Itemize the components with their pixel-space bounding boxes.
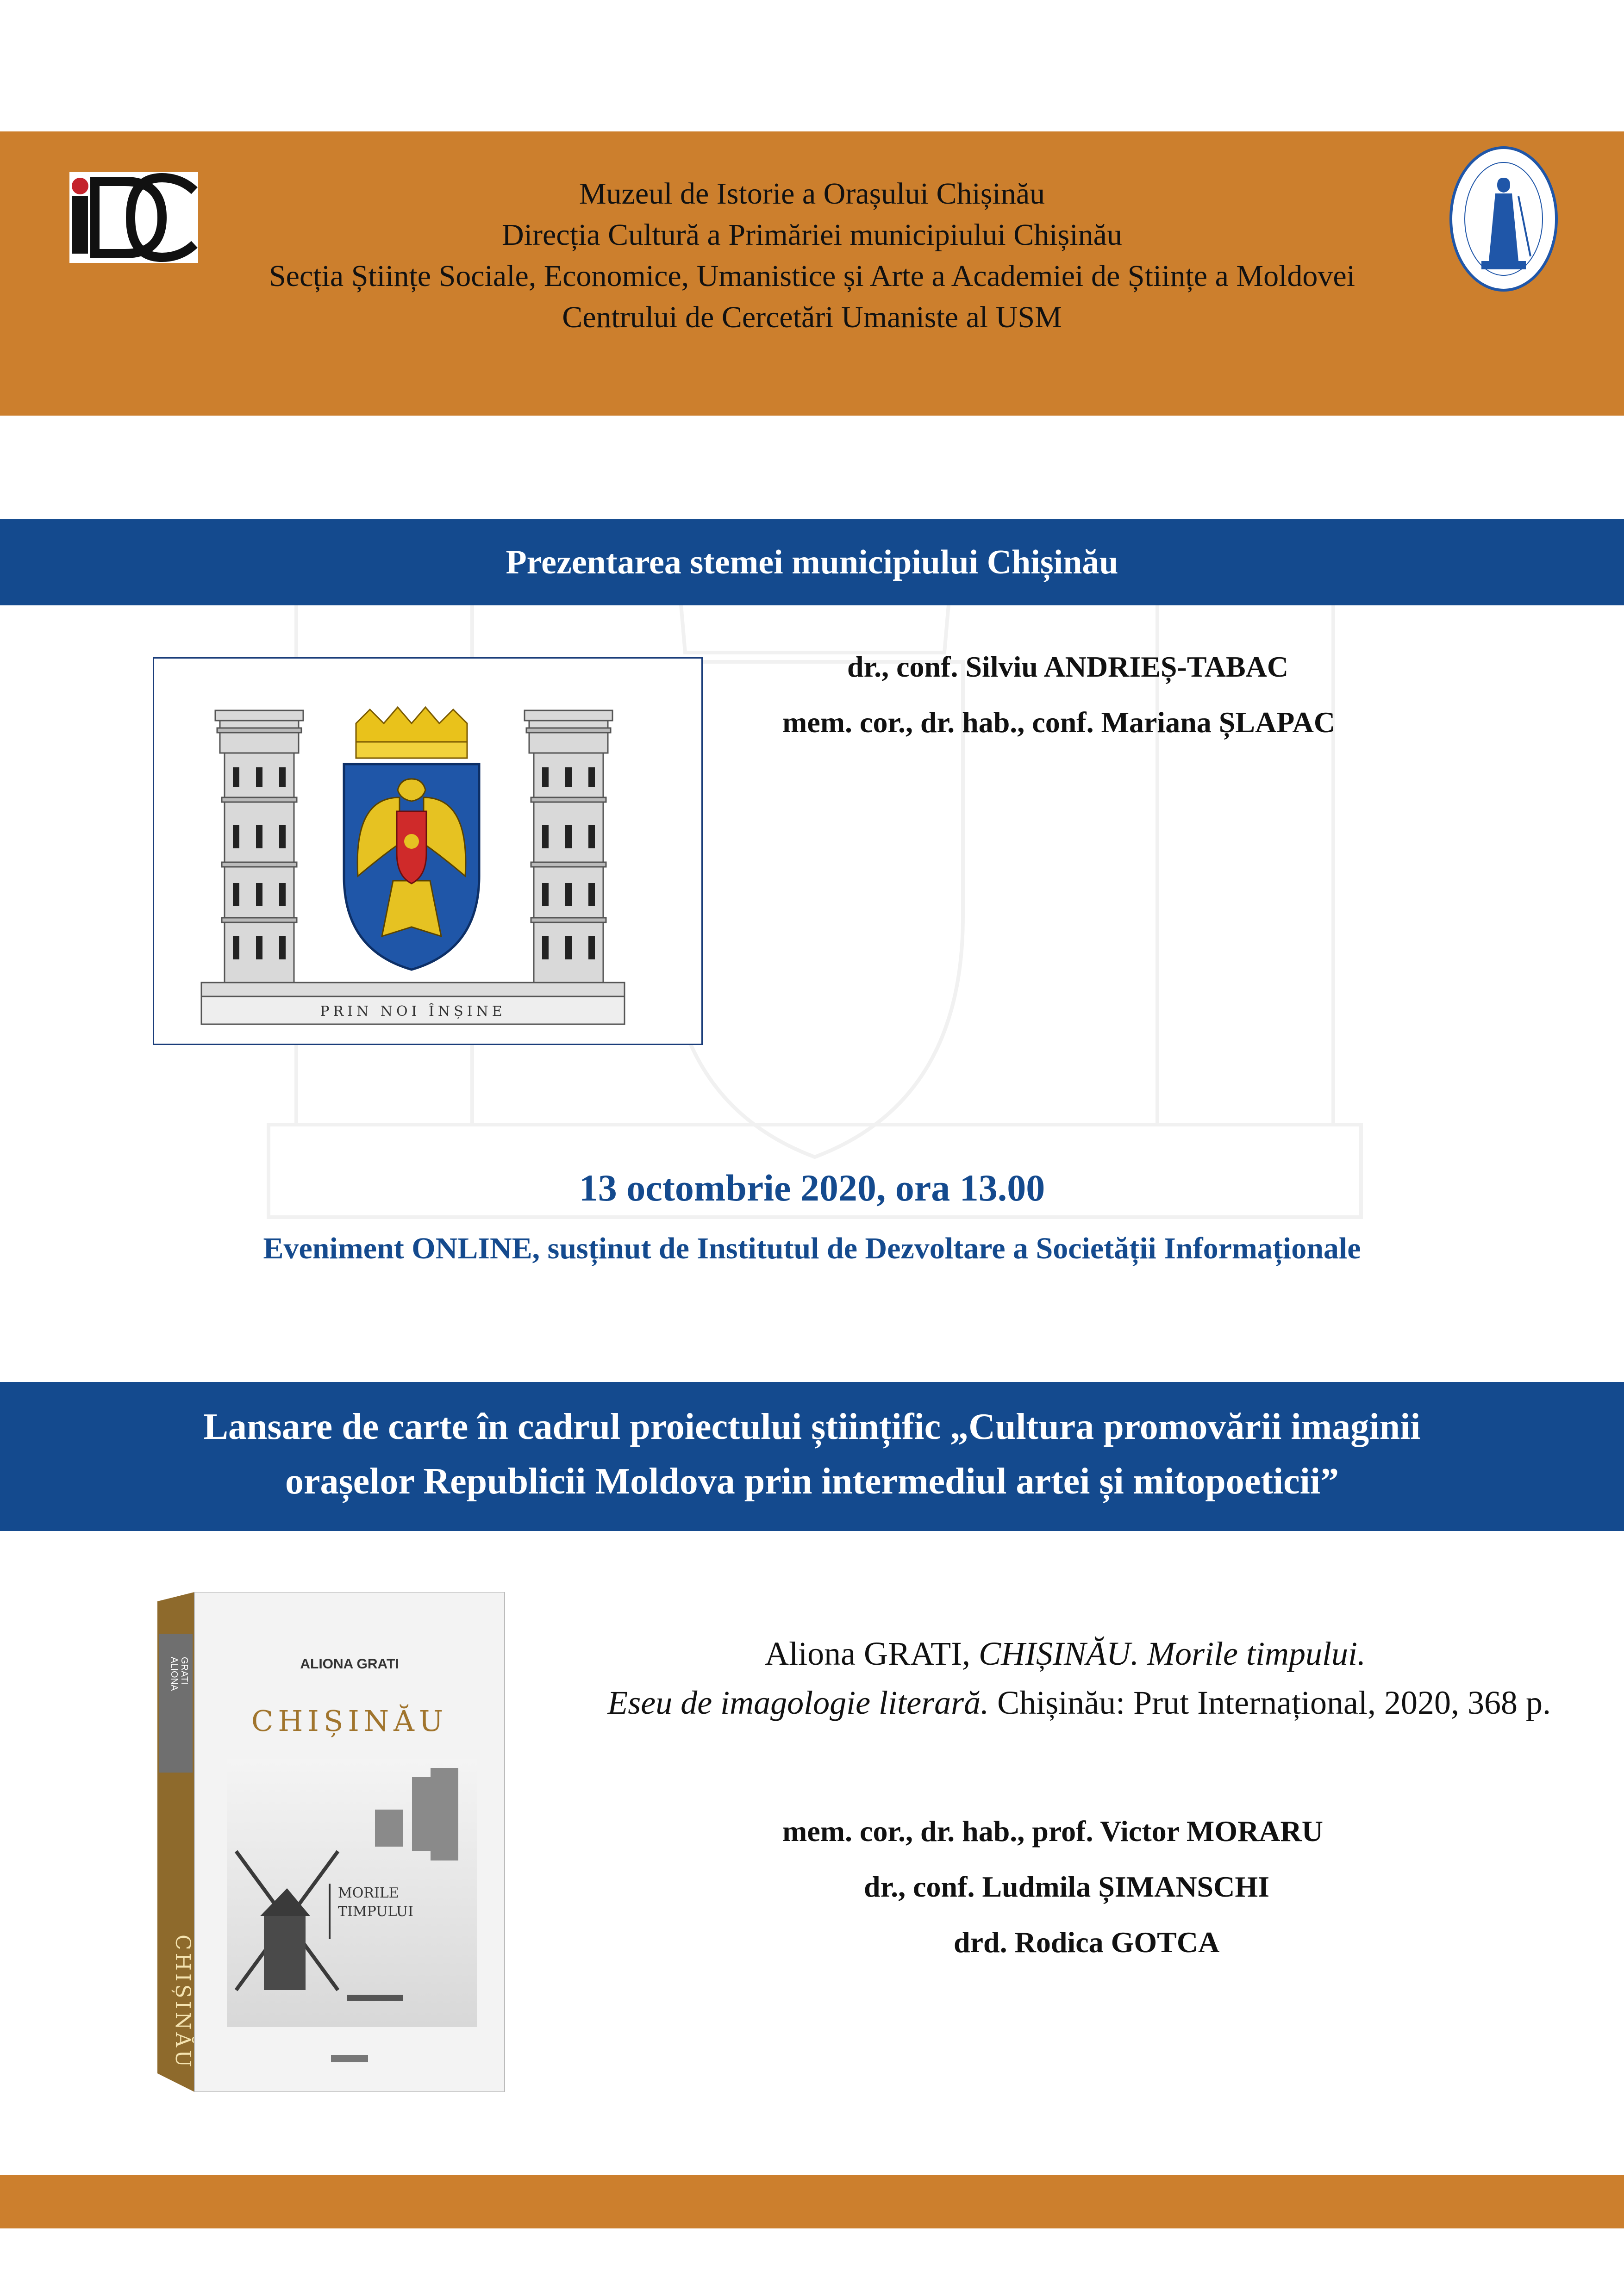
speaker-name: dr., conf. Ludmila ȘIMANSCHI <box>864 1870 1270 1903</box>
title-line: orașelor Republicii Moldova prin intermediul artei și mitopoeticii” <box>285 1461 1339 1502</box>
cover-title: CHIȘINĂU <box>251 1704 448 1738</box>
speaker-name: mem. cor., dr. hab., prof. Victor MORARU <box>782 1815 1323 1848</box>
citation-line <box>607 1684 1551 1721</box>
cover-subtitle: MORILE <box>338 1885 399 1901</box>
speaker-name: mem. cor., dr. hab., conf. Mariana ȘLAPAC <box>782 706 1336 739</box>
citation-author: Aliona GRATI, <box>765 1635 979 1672</box>
cover-subtitle: TIMPULUI <box>338 1904 413 1920</box>
crown <box>356 707 467 758</box>
footer-band <box>0 2175 1624 2228</box>
chisinau-coat-of-arms <box>153 657 703 1045</box>
organizer-line: Muzeul de Istorie a Orașului Chișinău <box>579 177 1045 211</box>
header-band <box>0 131 1624 416</box>
title-line: Lansare de carte în cadrul proiectului științific „Cultura promovării imaginii <box>203 1406 1421 1447</box>
coat-of-arms-illustration <box>154 659 701 1044</box>
event-online-note: Eveniment ONLINE, susținut de Institutul de Dezvoltare a Societății Informaționale <box>263 1232 1361 1265</box>
spine-title: CHIȘINĂU <box>171 1935 194 2070</box>
section-book-launch-title <box>0 1400 1624 1509</box>
organizer-line: Secția Științe Sociale, Economice, Umanistice și Arte a Academiei de Științe a Moldovei <box>269 259 1355 293</box>
organizer-line: Direcția Cultură a Primăriei municipiului Chișinău <box>502 218 1122 252</box>
speaker-name: drd. Rodica GOTCA <box>954 1926 1220 1959</box>
spine-author: ALIONA <box>169 1657 179 1691</box>
section-presentation-band <box>0 519 1624 605</box>
academy-seal-logo <box>1449 145 1558 292</box>
header-organizers <box>0 173 1624 338</box>
cover-author: ALIONA GRATI <box>300 1656 399 1672</box>
emblem-motto: PRIN NOI ÎNȘINE <box>320 1003 506 1020</box>
event-date: 13 octombrie 2020, ora 13.00 <box>579 1167 1045 1209</box>
book-cover <box>153 1592 509 2092</box>
book-citation <box>509 1629 1551 1727</box>
organizer-line: Centrului de Cercetări Umaniste al USM <box>562 300 1062 334</box>
section-book-launch-band <box>0 1382 1624 1531</box>
section-presentation-title: Prezentarea stemei municipiului Chișinău <box>506 543 1118 581</box>
citation-line <box>509 1629 1551 1678</box>
citation-subtitle: Eseu de imagologie literară. <box>607 1684 989 1721</box>
spine-author: GRATI <box>179 1657 189 1685</box>
speaker-name: dr., conf. Silviu ANDRIEȘ-TABAC <box>847 650 1289 683</box>
citation-publisher: Chișinău: Prut Internațional, 2020, 368 p. <box>989 1684 1551 1721</box>
citation-title: CHIȘINĂU. Morile timpului. <box>979 1635 1366 1672</box>
